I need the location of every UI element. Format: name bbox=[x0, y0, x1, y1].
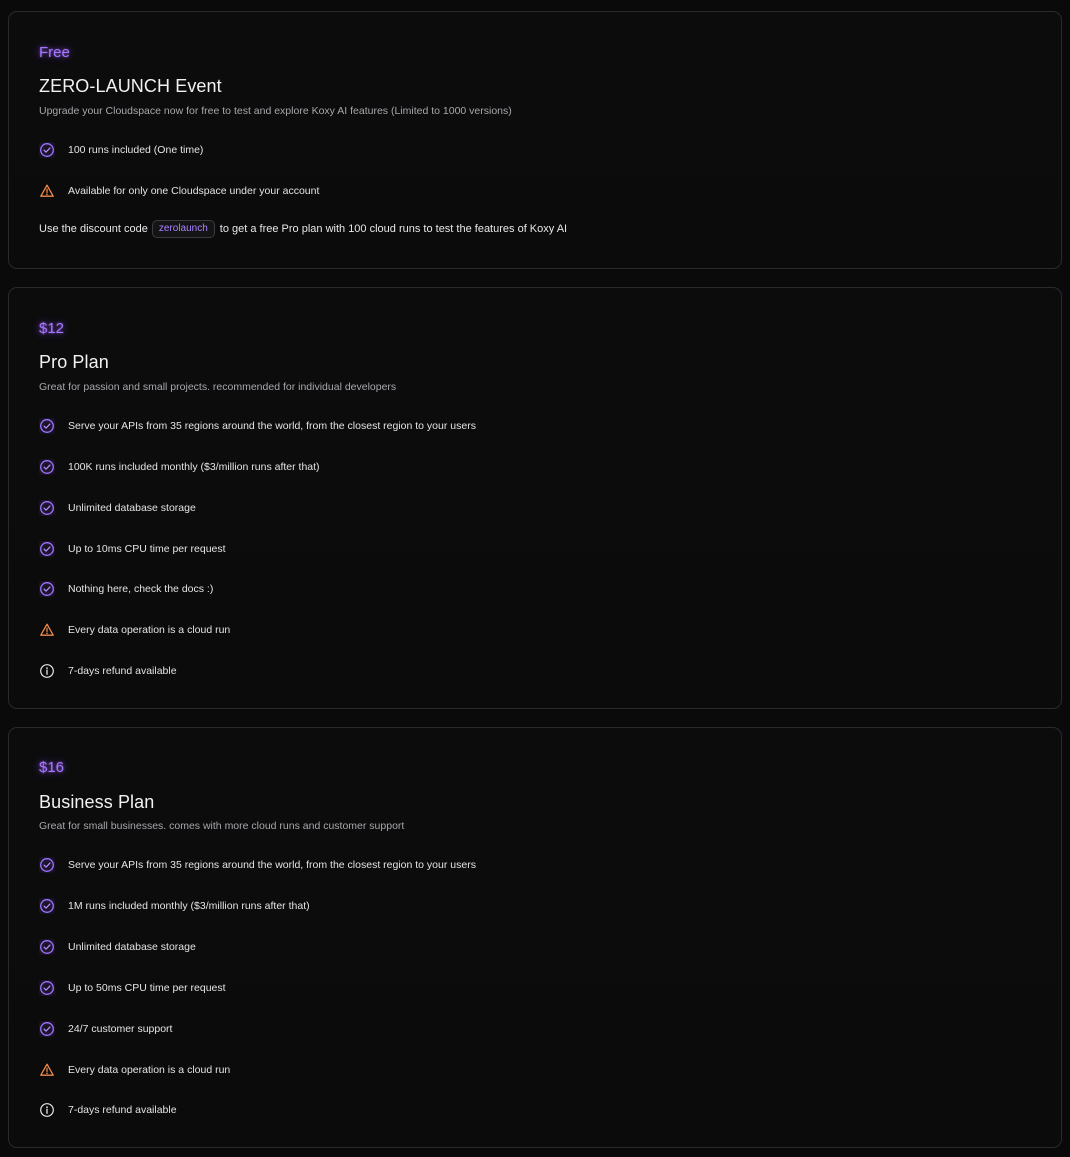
plan-card-pro bbox=[8, 287, 1062, 709]
feature-label: 100K runs included monthly ($3/million runs after that) bbox=[68, 461, 320, 473]
feature-item bbox=[39, 141, 203, 159]
feature-item bbox=[39, 897, 310, 915]
feature-label: 24/7 customer support bbox=[68, 1023, 173, 1035]
feature-label: Nothing here, check the docs :) bbox=[68, 583, 214, 595]
feature-label: Available for only one Cloudspace under your account bbox=[68, 185, 320, 197]
check-circle-icon bbox=[39, 459, 55, 475]
plan-description: Great for passion and small projects. recommended for individual developers bbox=[39, 381, 397, 393]
feature-label: 7-days refund available bbox=[68, 1104, 177, 1116]
check-circle-icon bbox=[39, 980, 55, 996]
plan-title: ZERO-LAUNCH Event bbox=[39, 76, 222, 96]
feature-label: 100 runs included (One time) bbox=[68, 144, 204, 156]
feature-item bbox=[39, 938, 196, 956]
check-circle-icon bbox=[39, 857, 55, 873]
check-circle-icon bbox=[39, 581, 55, 597]
plan-description: Upgrade your Cloudspace now for free to test and explore Koxy AI features (Limited to 1000 versions) bbox=[39, 105, 512, 117]
feature-item bbox=[39, 1101, 177, 1119]
check-circle-icon bbox=[39, 142, 55, 158]
check-circle-icon bbox=[39, 500, 55, 516]
discount-note bbox=[39, 220, 567, 238]
feature-item bbox=[39, 417, 476, 435]
feature-label: Every data operation is a cloud run bbox=[68, 1064, 231, 1076]
warning-icon bbox=[39, 1062, 55, 1078]
info-icon bbox=[39, 663, 55, 679]
feature-label: 1M runs included monthly ($3/million runs after that) bbox=[68, 900, 310, 912]
feature-item bbox=[39, 856, 476, 874]
feature-item bbox=[39, 621, 230, 639]
feature-item bbox=[39, 662, 177, 680]
discount-suffix: to get a free Pro plan with 100 cloud runs to test the features of Koxy AI bbox=[219, 223, 568, 235]
check-circle-icon bbox=[39, 418, 55, 434]
plan-card-business bbox=[8, 727, 1062, 1148]
feature-item bbox=[39, 1061, 230, 1079]
feature-item bbox=[39, 458, 320, 476]
discount-code-chip[interactable]: zerolaunch bbox=[152, 220, 215, 238]
feature-label: Serve your APIs from 35 regions around the world, from the closest region to your users bbox=[68, 859, 476, 871]
feature-label: Up to 10ms CPU time per request bbox=[68, 543, 226, 555]
feature-label: Serve your APIs from 35 regions around the world, from the closest region to your users bbox=[68, 420, 476, 432]
feature-label: Every data operation is a cloud run bbox=[68, 624, 231, 636]
feature-label: Unlimited database storage bbox=[68, 502, 196, 514]
feature-item bbox=[39, 182, 319, 200]
plan-price: $12 bbox=[39, 320, 65, 337]
discount-prefix: Use the discount code bbox=[39, 223, 148, 235]
feature-item bbox=[39, 1020, 172, 1038]
info-icon bbox=[39, 1102, 55, 1118]
plan-price: $16 bbox=[39, 759, 65, 776]
plan-title: Business Plan bbox=[39, 792, 155, 812]
feature-item bbox=[39, 540, 226, 558]
feature-item bbox=[39, 499, 196, 517]
plan-title: Pro Plan bbox=[39, 352, 109, 372]
check-circle-icon bbox=[39, 1021, 55, 1037]
plan-description: Great for small businesses. comes with more cloud runs and customer support bbox=[39, 820, 405, 832]
check-circle-icon bbox=[39, 898, 55, 914]
warning-icon bbox=[39, 622, 55, 638]
feature-item bbox=[39, 979, 226, 997]
warning-icon bbox=[39, 183, 55, 199]
feature-label: Unlimited database storage bbox=[68, 941, 196, 953]
feature-label: 7-days refund available bbox=[68, 665, 177, 677]
feature-item bbox=[39, 580, 213, 598]
plan-price: Free bbox=[39, 44, 70, 61]
check-circle-icon bbox=[39, 939, 55, 955]
feature-label: Up to 50ms CPU time per request bbox=[68, 982, 226, 994]
check-circle-icon bbox=[39, 541, 55, 557]
plan-card-free bbox=[8, 11, 1062, 269]
